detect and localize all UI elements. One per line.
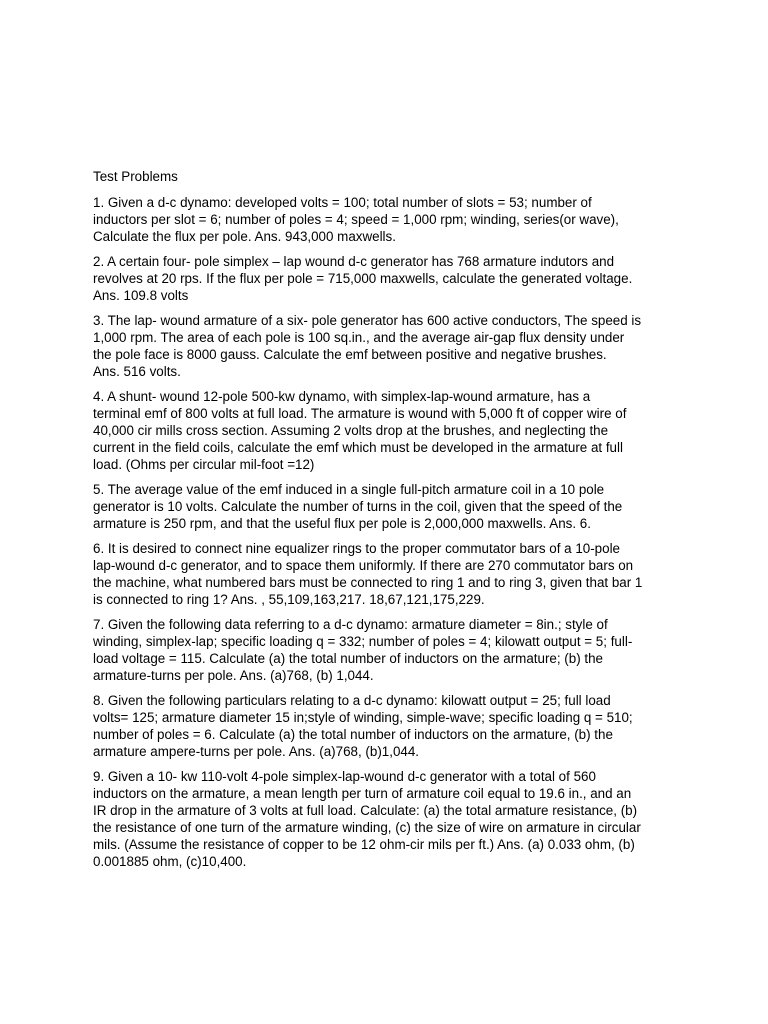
problem-line: Ans. 516 volts. bbox=[93, 364, 181, 379]
problem-line: IR drop in the armature of 3 volts at full load. Calculate: (a) the total armature resistance, (b) bbox=[93, 803, 638, 818]
problem-1 bbox=[93, 194, 683, 245]
document-title: Test Problems bbox=[93, 169, 178, 184]
problem-text bbox=[93, 768, 683, 870]
problem-line: the resistance of one turn of the armature winding, (c) the size of wire on armature in circular bbox=[93, 820, 641, 835]
problem-line: Calculate the flux per pole. Ans. 943,000 maxwells. bbox=[93, 229, 396, 244]
problem-line: terminal emf of 800 volts at full load. The armature is wound with 5,000 ft of copper wire of bbox=[93, 406, 627, 421]
problem-8 bbox=[93, 692, 683, 760]
problem-line: load. (Ohms per circular mil-foot =12) bbox=[93, 457, 315, 472]
problem-line: 0.001885 ohm, (c)10,400. bbox=[93, 854, 247, 869]
problem-line: 5. The average value of the emf induced in a single full-pitch armature coil in a 10 pole bbox=[93, 482, 605, 497]
problem-2 bbox=[93, 253, 683, 304]
problem-line: mils. (Assume the resistance of copper to be 12 ohm-cir mils per ft.) Ans. (a) 0.033 ohm, (b) bbox=[93, 837, 635, 852]
problem-text bbox=[93, 388, 683, 473]
problem-text bbox=[93, 692, 683, 760]
problem-text bbox=[93, 616, 683, 684]
problem-line: current in the field coils, calculate the emf which must be developed in the armature at full bbox=[93, 440, 623, 455]
problem-line: 40,000 cir mills cross section. Assuming 2 volts drop at the brushes, and neglecting the bbox=[93, 423, 609, 438]
problem-text bbox=[93, 253, 683, 304]
problem-line: winding, simplex-lap; specific loading q = 332; number of poles = 4; kilowatt output = 5; full- bbox=[93, 634, 633, 649]
problem-line: number of poles = 6. Calculate (a) the total number of inductors on the armature, (b) the bbox=[93, 727, 613, 742]
problem-3 bbox=[93, 312, 683, 380]
problem-line: inductors on the armature, a mean length per turn of armature coil equal to 19.6 in., and an bbox=[93, 786, 632, 801]
problem-line: load voltage = 115. Calculate (a) the total number of inductors on the armature; (b) the bbox=[93, 651, 604, 666]
problem-line: armature-turns per pole. Ans. (a)768, (b) 1,044. bbox=[93, 668, 374, 683]
problem-9 bbox=[93, 768, 683, 870]
problem-line: lap-wound d-c generator, and to space them uniformly. If there are 270 commutator bars on bbox=[93, 558, 634, 573]
problem-line: 6. It is desired to connect nine equalizer rings to the proper commutator bars of a 10-pole bbox=[93, 541, 620, 556]
problem-line: the machine, what numbered bars must be connected to ring 1 and to ring 3, given that bar 1 bbox=[93, 575, 643, 590]
problem-line: 7. Given the following data referring to a d-c dynamo: armature diameter = 8in.; style of bbox=[93, 617, 608, 632]
problem-line: 8. Given the following particulars relating to a d-c dynamo: kilowatt output = 25; full load bbox=[93, 693, 611, 708]
problem-line: revolves at 20 rps. If the flux per pole = 715,000 maxwells, calculate the generated voltage. bbox=[93, 271, 633, 286]
problem-line: armature is 250 rpm, and that the useful flux per pole is 2,000,000 maxwells. Ans. 6. bbox=[93, 516, 591, 531]
problem-text bbox=[93, 194, 683, 245]
problem-line: 2. A certain four- pole simplex – lap wound d-c generator has 768 armature indutors and bbox=[93, 254, 615, 269]
problem-7 bbox=[93, 616, 683, 684]
problem-line: generator is 10 volts. Calculate the number of turns in the coil, given that the speed of the bbox=[93, 499, 623, 514]
problem-line: is connected to ring 1? Ans. , 55,109,163,217. 18,67,121,175,229. bbox=[93, 592, 485, 607]
problem-line: 1. Given a d-c dynamo: developed volts = 100; total number of slots = 53; number of bbox=[93, 195, 592, 210]
problem-4 bbox=[93, 388, 683, 473]
problem-line: 3. The lap- wound armature of a six- pole generator has 600 active conductors, The speed is bbox=[93, 313, 642, 328]
problem-line: 9. Given a 10- kw 110-volt 4-pole simplex-lap-wound d-c generator with a total of 560 bbox=[93, 769, 596, 784]
problem-text bbox=[93, 312, 683, 380]
problem-line: volts= 125; armature diameter 15 in;style of winding, simple-wave; specific loading q = 510; bbox=[93, 710, 633, 725]
problem-text bbox=[93, 540, 683, 608]
problem-line: 4. A shunt- wound 12-pole 500-kw dynamo, with simplex-lap-wound armature, has a bbox=[93, 389, 591, 404]
problem-5 bbox=[93, 481, 683, 532]
problem-list bbox=[93, 194, 683, 870]
problem-line: Ans. 109.8 volts bbox=[93, 288, 189, 303]
problem-line: the pole face is 8000 gauss. Calculate the emf between positive and negative brushes. bbox=[93, 347, 607, 362]
problem-line: inductors per slot = 6; number of poles = 4; speed = 1,000 rpm; winding, series(or wave), bbox=[93, 212, 619, 227]
problem-6 bbox=[93, 540, 683, 608]
document-page bbox=[93, 168, 683, 878]
problem-line: 1,000 rpm. The area of each pole is 100 sq.in., and the average air-gap flux density under bbox=[93, 330, 625, 345]
problem-line: armature ampere-turns per pole. Ans. (a)768, (b)1,044. bbox=[93, 744, 420, 759]
problem-text bbox=[93, 481, 683, 532]
